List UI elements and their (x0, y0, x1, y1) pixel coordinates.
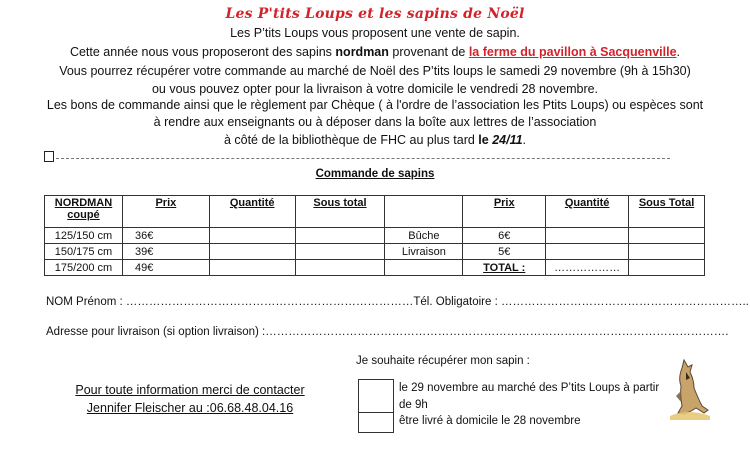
intro-line-3: Vous pourrez récupérer votre commande au marché de Noël des P’tits loups le samedi 29 novembre (9h à 15h30) (59, 64, 691, 78)
header-nordman-l1: NORDMAN (54, 197, 113, 209)
address-dots[interactable]: …………………………………………………………………………………………………………. (265, 326, 729, 338)
address-field[interactable] (46, 326, 728, 338)
size-cell: 125/150 cm (45, 228, 123, 244)
extra-quantity-cell[interactable] (546, 244, 629, 260)
total-empty (629, 260, 705, 276)
deadline-le: le (478, 133, 493, 147)
header-quantite-2: Quantité (546, 196, 629, 228)
extra-subtotal-cell[interactable] (629, 244, 705, 260)
tree-variety: nordman (335, 45, 389, 59)
subtotal-cell[interactable] (295, 244, 385, 260)
dashed-divider (56, 158, 670, 159)
table-row (45, 228, 705, 244)
header-prix-2: Prix (463, 196, 546, 228)
option-market-checkbox[interactable] (358, 379, 394, 413)
header-prix: Prix (122, 196, 209, 228)
tel-dots[interactable]: ……………………………………………………….. (500, 296, 749, 308)
option-delivery: être livré à domicile le 28 novembre (399, 415, 581, 427)
extra-cell: Bûche (385, 228, 463, 244)
extra-price-cell: 5€ (463, 244, 546, 260)
extra-cell (385, 260, 463, 276)
name-label: NOM Prénom : (46, 296, 126, 308)
option-market-line-2: de 9h (399, 399, 428, 411)
header-quantite: Quantité (209, 196, 295, 228)
contact-line-2: Jennifer Fleischer au :06.68.48.04.16 (86, 401, 294, 415)
extra-cell: Livraison (385, 244, 463, 260)
price-cell: 36€ (122, 228, 209, 244)
total-value[interactable]: ……………… (546, 260, 629, 276)
table-header (45, 196, 705, 228)
subtotal-cell[interactable] (295, 260, 385, 276)
order-title: Commande de sapins (315, 168, 435, 180)
scissors-icon (44, 151, 54, 162)
order-table (44, 195, 705, 276)
name-dots[interactable]: ………………………………………………………………… (125, 296, 414, 308)
intro-line-2 (0, 45, 750, 59)
farm-link[interactable]: la ferme du pavillon à Sacquenville (468, 45, 677, 59)
wolf-icon (668, 358, 712, 420)
intro-line-1: Les P’tits Loups vous proposent une vente de sapin. (230, 26, 520, 40)
recover-label: Je souhaite récupérer mon sapin : (356, 355, 530, 367)
deadline-date: 24/11 (492, 133, 523, 147)
option-market-line-1: le 29 novembre au marché des P’tits Loups à partir (399, 382, 660, 394)
subtotal-cell[interactable] (295, 228, 385, 244)
intro-line-7-end: . (522, 133, 527, 147)
tel-label: Tél. Obligatoire : (413, 296, 501, 308)
quantity-cell[interactable] (209, 260, 295, 276)
intro-line-7 (0, 133, 750, 147)
contact-line-1: Pour toute information merci de contacter (75, 383, 305, 397)
extra-subtotal-cell[interactable] (629, 228, 705, 244)
header-sous-total-2: Sous Total (629, 196, 705, 228)
header-sous-total: Sous total (295, 196, 385, 228)
size-cell: 150/175 cm (45, 244, 123, 260)
intro-line-5: Les bons de commande ainsi que le règlement par Chèque ( à l'ordre de l’association les Ptits Loups) ou espèces sont (46, 98, 704, 112)
cut-line (44, 150, 670, 164)
header-nordman (45, 196, 123, 228)
total-label: TOTAL : (463, 260, 546, 276)
intro-line-6: à rendre aux enseignants ou à déposer dans la boîte aux lettres de l’association (153, 115, 597, 129)
intro-line-7-text: à côté de la bibliothèque de FHC au plus tard (223, 133, 479, 147)
header-nordman-l2: coupé (67, 209, 100, 221)
header-empty (385, 196, 463, 228)
address-label: Adresse pour livraison (si option livraison) : (46, 326, 266, 338)
intro-line-2-text2: provenant de (388, 45, 469, 59)
price-cell: 39€ (122, 244, 209, 260)
price-cell: 49€ (122, 260, 209, 276)
intro-line-2-text: Cette année nous vous proposeront des sapins (69, 45, 336, 59)
intro-line-2-end: . (676, 45, 681, 59)
page-title: Les P'tits Loups et les sapins de Noël (225, 6, 525, 22)
table-row (45, 260, 705, 276)
extra-quantity-cell[interactable] (546, 228, 629, 244)
name-field[interactable] (46, 296, 749, 308)
size-cell: 175/200 cm (45, 260, 123, 276)
intro-line-4: ou vous pouvez opter pour la livraison à votre domicile le vendredi 28 novembre. (151, 82, 599, 96)
quantity-cell[interactable] (209, 244, 295, 260)
quantity-cell[interactable] (209, 228, 295, 244)
option-delivery-checkbox[interactable] (358, 412, 394, 433)
table-row (45, 244, 705, 260)
extra-price-cell: 6€ (463, 228, 546, 244)
